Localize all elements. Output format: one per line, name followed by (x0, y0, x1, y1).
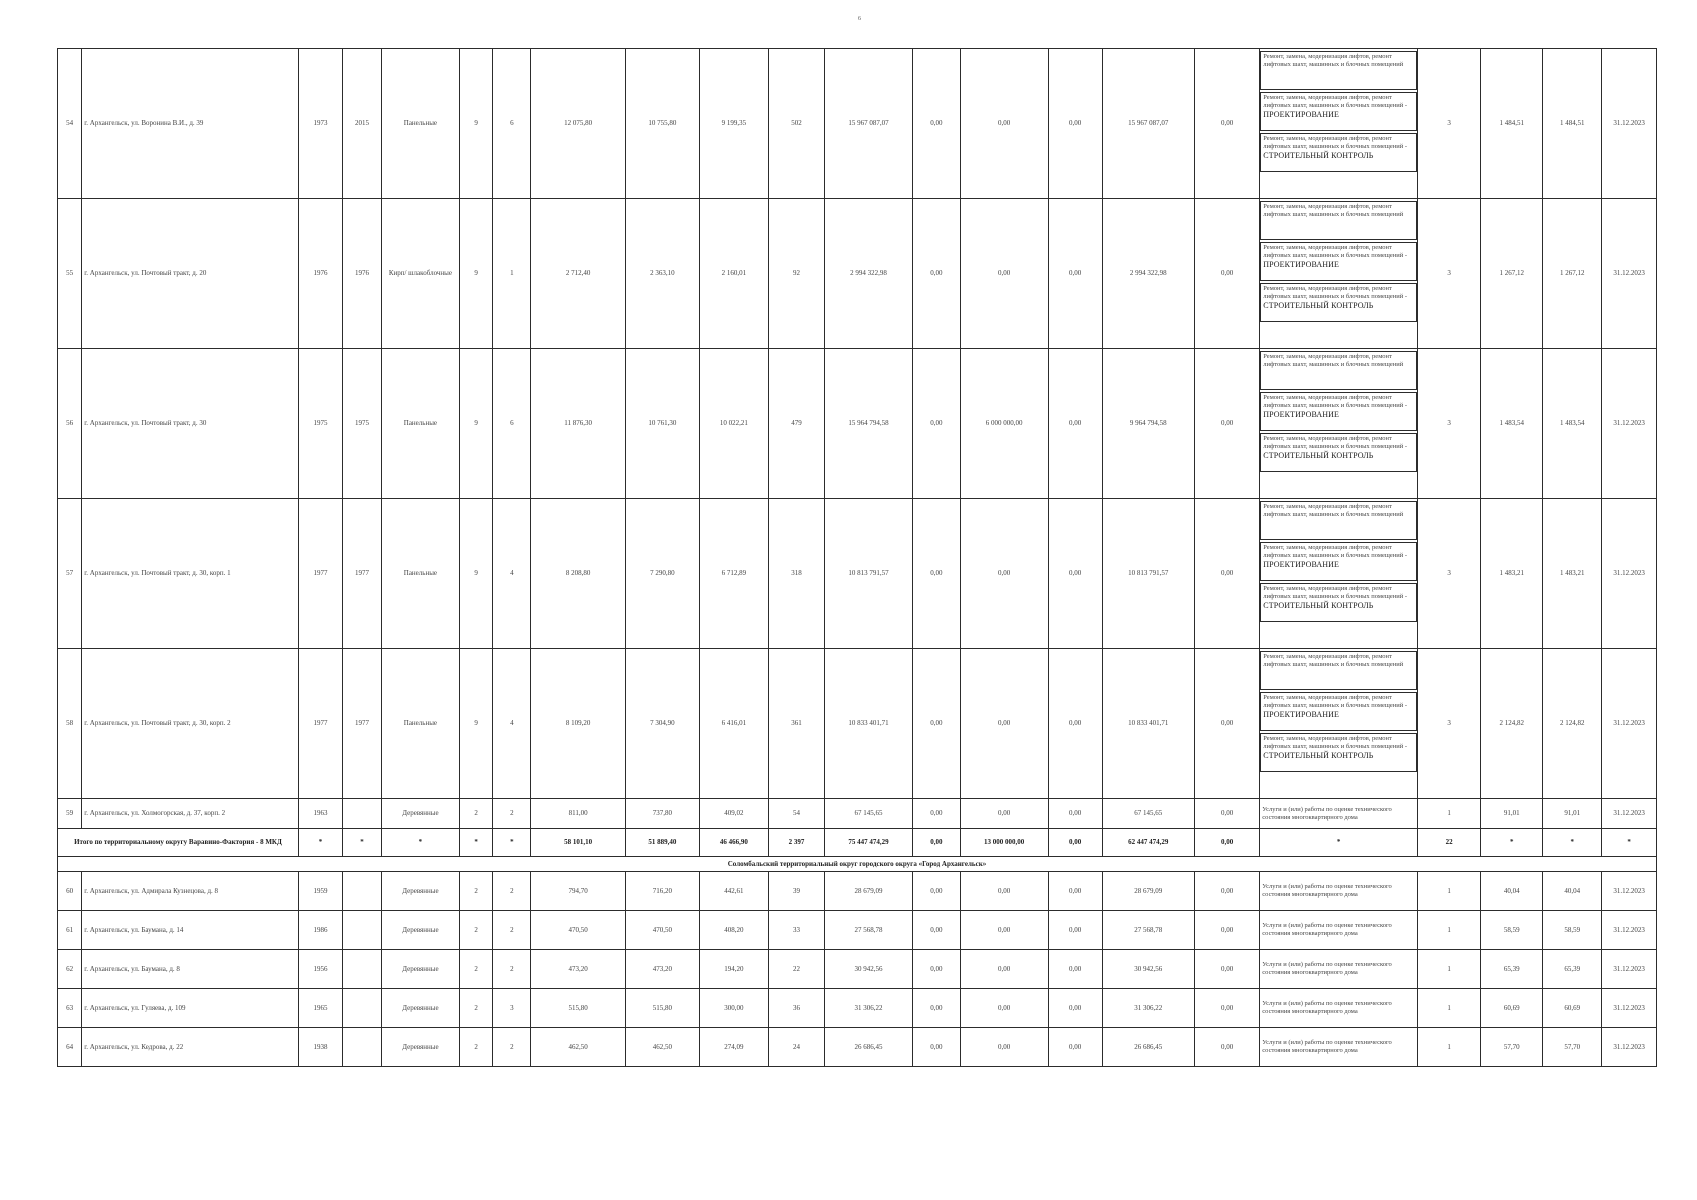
cost-total-cell: 31 306,22 (824, 989, 912, 1028)
residents-cell: 479 (769, 349, 825, 499)
total-row (58, 829, 1657, 857)
work-type-assessment: Услуги и (или) работы по оценке технического состояния многоквартирного дома (1260, 989, 1418, 1028)
max-cost-cell: 1 484,51 (1543, 49, 1602, 199)
deadline-cell: 31.12.2023 (1602, 1028, 1657, 1067)
address-cell: г. Архангельск, ул. Баумана, д. 8 (82, 950, 299, 989)
total-cost-owners: 62 447 474,29 (1102, 829, 1195, 857)
deadline-cell: 31.12.2023 (1602, 950, 1657, 989)
year-built-cell: 1977 (298, 649, 342, 799)
year-renovation-cell (343, 872, 382, 911)
cost-other-cell: 0,00 (1195, 799, 1260, 829)
row-number: 59 (58, 799, 82, 829)
area-total-cell: 8 109,20 (531, 649, 626, 799)
year-renovation-cell (343, 989, 382, 1028)
wall-material-cell: Деревянные (381, 989, 459, 1028)
unit-cost-cell: 91,01 (1481, 799, 1543, 829)
repair-program-table (57, 48, 1657, 1067)
deadline-cell: 31.12.2023 (1602, 349, 1657, 499)
area-total-cell: 12 075,80 (531, 49, 626, 199)
work-types-cell (1260, 199, 1418, 349)
work-count-cell: 3 (1418, 649, 1481, 799)
floors-cell: 9 (459, 199, 493, 349)
deadline-cell: 31.12.2023 (1602, 49, 1657, 199)
cost-total-cell: 27 568,78 (824, 911, 912, 950)
cost-other-cell: 0,00 (1195, 1028, 1260, 1067)
entrances-cell: 2 (493, 872, 531, 911)
cost-other-cell: 0,00 (1195, 199, 1260, 349)
area-residential-cell: 737,80 (626, 799, 700, 829)
cost-other-cell: 0,00 (1195, 49, 1260, 199)
work-type-control: Ремонт, замена, модернизация лифтов, ремонт лифтовых шахт, машинных и блочных помещений - СТРОИТЕЛЬНЫЙ КОНТРОЛЬ (1260, 133, 1417, 172)
address-cell: г. Архангельск, ул. Почтовый тракт, д. 30 (82, 349, 299, 499)
total-cost-fund: 0,00 (913, 829, 960, 857)
year-built-cell: 1965 (298, 989, 342, 1028)
cost-owners-cell: 31 306,22 (1102, 989, 1195, 1028)
cost-local-cell: 0,00 (1048, 872, 1102, 911)
area-owned-cell: 2 160,01 (699, 199, 768, 349)
area-total-cell: 515,80 (531, 989, 626, 1028)
total-area-owned: 46 466,90 (699, 829, 768, 857)
wall-material-cell: Панельные (381, 349, 459, 499)
work-type-design: Ремонт, замена, модернизация лифтов, ремонт лифтовых шахт, машинных и блочных помещений - ПРОЕКТИРОВАНИЕ (1260, 692, 1417, 731)
area-owned-cell: 409,02 (699, 799, 768, 829)
total-cost-other: 0,00 (1195, 829, 1260, 857)
cost-fund-cell: 0,00 (913, 950, 960, 989)
area-total-cell: 11 876,30 (531, 349, 626, 499)
work-type-repair: Ремонт, замена, модернизация лифтов, ремонт лифтовых шахт, машинных и блочных помещений (1260, 51, 1417, 90)
cost-fund-cell: 0,00 (913, 649, 960, 799)
area-owned-cell: 9 199,35 (699, 49, 768, 199)
wall-material-cell: Панельные (381, 649, 459, 799)
area-owned-cell: 10 022,21 (699, 349, 768, 499)
cost-total-cell: 30 942,56 (824, 950, 912, 989)
table-row (58, 649, 1657, 799)
cost-budget-cell: 0,00 (960, 989, 1048, 1028)
floors-cell: 9 (459, 499, 493, 649)
unit-cost-cell: 1 484,51 (1481, 49, 1543, 199)
table-body (58, 49, 1657, 1067)
work-type-assessment: Услуги и (или) работы по оценке технического состояния многоквартирного дома (1260, 799, 1418, 829)
entrances-cell: 2 (493, 1028, 531, 1067)
residents-cell: 92 (769, 199, 825, 349)
work-count-cell: 1 (1418, 1028, 1481, 1067)
entrances-cell: 2 (493, 950, 531, 989)
cost-total-cell: 15 964 794,58 (824, 349, 912, 499)
year-renovation-cell (343, 1028, 382, 1067)
cost-local-cell: 0,00 (1048, 199, 1102, 349)
total-star: * (343, 829, 382, 857)
address-cell: г. Архангельск, ул. Баумана, д. 14 (82, 911, 299, 950)
residents-cell: 54 (769, 799, 825, 829)
address-cell: г. Архангельск, ул. Адмирала Кузнецова, д. 8 (82, 872, 299, 911)
work-type-repair: Ремонт, замена, модернизация лифтов, ремонт лифтовых шахт, машинных и блочных помещений (1260, 351, 1417, 390)
wall-material-cell: Деревянные (381, 950, 459, 989)
residents-cell: 36 (769, 989, 825, 1028)
table-row (58, 199, 1657, 349)
entrances-cell: 4 (493, 499, 531, 649)
deadline-cell: 31.12.2023 (1602, 499, 1657, 649)
cost-budget-cell: 0,00 (960, 1028, 1048, 1067)
work-type-assessment: Услуги и (или) работы по оценке технического состояния многоквартирного дома (1260, 1028, 1418, 1067)
total-area-residential: 51 889,40 (626, 829, 700, 857)
floors-cell: 9 (459, 649, 493, 799)
floors-cell: 2 (459, 950, 493, 989)
address-cell: г. Архангельск, ул. Гуляева, д. 109 (82, 989, 299, 1028)
cost-total-cell: 67 145,65 (824, 799, 912, 829)
year-built-cell: 1975 (298, 349, 342, 499)
work-type-assessment: Услуги и (или) работы по оценке технического состояния многоквартирного дома (1260, 950, 1418, 989)
area-residential-cell: 7 290,80 (626, 499, 700, 649)
cost-local-cell: 0,00 (1048, 49, 1102, 199)
row-number: 60 (58, 872, 82, 911)
work-type-assessment: Услуги и (или) работы по оценке технического состояния многоквартирного дома (1260, 872, 1418, 911)
deadline-cell: 31.12.2023 (1602, 649, 1657, 799)
cost-total-cell: 26 686,45 (824, 1028, 912, 1067)
total-star: * (1543, 829, 1602, 857)
unit-cost-cell: 1 483,21 (1481, 499, 1543, 649)
row-number: 62 (58, 950, 82, 989)
cost-fund-cell: 0,00 (913, 499, 960, 649)
cost-owners-cell: 67 145,65 (1102, 799, 1195, 829)
cost-fund-cell: 0,00 (913, 49, 960, 199)
table-row (58, 911, 1657, 950)
cost-total-cell: 28 679,09 (824, 872, 912, 911)
cost-local-cell: 0,00 (1048, 1028, 1102, 1067)
residents-cell: 318 (769, 499, 825, 649)
work-type-repair: Ремонт, замена, модернизация лифтов, ремонт лифтовых шахт, машинных и блочных помещений (1260, 201, 1417, 240)
address-cell: г. Архангельск, ул. Кедрова, д. 22 (82, 1028, 299, 1067)
area-owned-cell: 408,20 (699, 911, 768, 950)
unit-cost-cell: 65,39 (1481, 950, 1543, 989)
work-count-cell: 1 (1418, 911, 1481, 950)
work-type-control: Ремонт, замена, модернизация лифтов, ремонт лифтовых шахт, машинных и блочных помещений - СТРОИТЕЛЬНЫЙ КОНТРОЛЬ (1260, 733, 1417, 772)
cost-total-cell: 15 967 087,07 (824, 49, 912, 199)
entrances-cell: 1 (493, 199, 531, 349)
total-star: * (1260, 829, 1418, 857)
section-title: Соломбальский территориальный округ городского округа «Город Архангельск» (58, 857, 1657, 872)
max-cost-cell: 58,59 (1543, 911, 1602, 950)
residents-cell: 22 (769, 950, 825, 989)
table-row (58, 950, 1657, 989)
table-row (58, 799, 1657, 829)
row-number: 57 (58, 499, 82, 649)
section-header-row (58, 857, 1657, 872)
cost-owners-cell: 10 813 791,57 (1102, 499, 1195, 649)
entrances-cell: 2 (493, 799, 531, 829)
area-total-cell: 811,00 (531, 799, 626, 829)
row-number: 55 (58, 199, 82, 349)
max-cost-cell: 1 483,21 (1543, 499, 1602, 649)
unit-cost-cell: 1 483,54 (1481, 349, 1543, 499)
page-number: 6 (858, 16, 861, 22)
total-star: * (381, 829, 459, 857)
work-types-cell (1260, 349, 1418, 499)
cost-owners-cell: 27 568,78 (1102, 911, 1195, 950)
cost-other-cell: 0,00 (1195, 872, 1260, 911)
area-residential-cell: 2 363,10 (626, 199, 700, 349)
work-count-cell: 3 (1418, 349, 1481, 499)
row-number: 58 (58, 649, 82, 799)
table-row (58, 872, 1657, 911)
address-cell: г. Архангельск, ул. Почтовый тракт, д. 30, корп. 2 (82, 649, 299, 799)
capital-repair-table (57, 48, 1657, 1067)
floors-cell: 9 (459, 349, 493, 499)
cost-owners-cell: 2 994 322,98 (1102, 199, 1195, 349)
table-row (58, 989, 1657, 1028)
total-star: * (1481, 829, 1543, 857)
work-count-cell: 1 (1418, 872, 1481, 911)
year-built-cell: 1977 (298, 499, 342, 649)
work-count-cell: 1 (1418, 989, 1481, 1028)
unit-cost-cell: 1 267,12 (1481, 199, 1543, 349)
total-area-total: 58 101,10 (531, 829, 626, 857)
work-count-cell: 3 (1418, 499, 1481, 649)
work-count-cell: 1 (1418, 799, 1481, 829)
cost-owners-cell: 28 679,09 (1102, 872, 1195, 911)
unit-cost-cell: 40,04 (1481, 872, 1543, 911)
wall-material-cell: Панельные (381, 499, 459, 649)
area-total-cell: 462,50 (531, 1028, 626, 1067)
work-count-cell: 1 (1418, 950, 1481, 989)
cost-fund-cell: 0,00 (913, 872, 960, 911)
cost-budget-cell: 0,00 (960, 911, 1048, 950)
year-renovation-cell (343, 911, 382, 950)
cost-other-cell: 0,00 (1195, 649, 1260, 799)
year-built-cell: 1986 (298, 911, 342, 950)
row-number: 63 (58, 989, 82, 1028)
year-renovation-cell: 1977 (343, 649, 382, 799)
area-residential-cell: 462,50 (626, 1028, 700, 1067)
area-owned-cell: 6 712,89 (699, 499, 768, 649)
residents-cell: 502 (769, 49, 825, 199)
cost-fund-cell: 0,00 (913, 911, 960, 950)
area-residential-cell: 716,20 (626, 872, 700, 911)
work-type-control: Ремонт, замена, модернизация лифтов, ремонт лифтовых шахт, машинных и блочных помещений - СТРОИТЕЛЬНЫЙ КОНТРОЛЬ (1260, 583, 1417, 622)
max-cost-cell: 2 124,82 (1543, 649, 1602, 799)
floors-cell: 9 (459, 49, 493, 199)
cost-local-cell: 0,00 (1048, 799, 1102, 829)
table-row (58, 1028, 1657, 1067)
deadline-cell: 31.12.2023 (1602, 989, 1657, 1028)
cost-local-cell: 0,00 (1048, 911, 1102, 950)
cost-budget-cell: 0,00 (960, 499, 1048, 649)
work-type-design: Ремонт, замена, модернизация лифтов, ремонт лифтовых шахт, машинных и блочных помещений - ПРОЕКТИРОВАНИЕ (1260, 242, 1417, 281)
row-number: 56 (58, 349, 82, 499)
total-cost-budget: 13 000 000,00 (960, 829, 1048, 857)
cost-local-cell: 0,00 (1048, 349, 1102, 499)
area-owned-cell: 442,61 (699, 872, 768, 911)
area-owned-cell: 194,20 (699, 950, 768, 989)
year-built-cell: 1963 (298, 799, 342, 829)
year-renovation-cell (343, 799, 382, 829)
cost-owners-cell: 26 686,45 (1102, 1028, 1195, 1067)
year-renovation-cell: 1976 (343, 199, 382, 349)
cost-budget-cell: 6 000 000,00 (960, 349, 1048, 499)
deadline-cell: 31.12.2023 (1602, 872, 1657, 911)
work-count-cell: 3 (1418, 199, 1481, 349)
year-built-cell: 1938 (298, 1028, 342, 1067)
cost-other-cell: 0,00 (1195, 989, 1260, 1028)
cost-budget-cell: 0,00 (960, 649, 1048, 799)
cost-budget-cell: 0,00 (960, 799, 1048, 829)
total-star: * (493, 829, 531, 857)
cost-fund-cell: 0,00 (913, 989, 960, 1028)
area-owned-cell: 300,00 (699, 989, 768, 1028)
unit-cost-cell: 2 124,82 (1481, 649, 1543, 799)
address-cell: г. Архангельск, ул. Воронина В.И., д. 39 (82, 49, 299, 199)
residents-cell: 33 (769, 911, 825, 950)
unit-cost-cell: 58,59 (1481, 911, 1543, 950)
work-type-control: Ремонт, замена, модернизация лифтов, ремонт лифтовых шахт, машинных и блочных помещений - СТРОИТЕЛЬНЫЙ КОНТРОЛЬ (1260, 283, 1417, 322)
floors-cell: 2 (459, 911, 493, 950)
table-row (58, 499, 1657, 649)
area-residential-cell: 473,20 (626, 950, 700, 989)
cost-fund-cell: 0,00 (913, 799, 960, 829)
work-type-design: Ремонт, замена, модернизация лифтов, ремонт лифтовых шахт, машинных и блочных помещений - ПРОЕКТИРОВАНИЕ (1260, 92, 1417, 131)
deadline-cell: 31.12.2023 (1602, 911, 1657, 950)
max-cost-cell: 57,70 (1543, 1028, 1602, 1067)
max-cost-cell: 40,04 (1543, 872, 1602, 911)
cost-other-cell: 0,00 (1195, 499, 1260, 649)
entrances-cell: 6 (493, 49, 531, 199)
entrances-cell: 2 (493, 911, 531, 950)
wall-material-cell: Деревянные (381, 1028, 459, 1067)
cost-other-cell: 0,00 (1195, 349, 1260, 499)
year-renovation-cell: 1977 (343, 499, 382, 649)
wall-material-cell: Кирп/ шлакоблочные (381, 199, 459, 349)
entrances-cell: 3 (493, 989, 531, 1028)
work-types-cell (1260, 499, 1418, 649)
wall-material-cell: Деревянные (381, 872, 459, 911)
cost-owners-cell: 10 833 401,71 (1102, 649, 1195, 799)
area-total-cell: 794,70 (531, 872, 626, 911)
cost-budget-cell: 0,00 (960, 950, 1048, 989)
wall-material-cell: Панельные (381, 49, 459, 199)
area-total-cell: 473,20 (531, 950, 626, 989)
unit-cost-cell: 57,70 (1481, 1028, 1543, 1067)
cost-fund-cell: 0,00 (913, 1028, 960, 1067)
cost-total-cell: 2 994 322,98 (824, 199, 912, 349)
year-renovation-cell (343, 950, 382, 989)
deadline-cell: 31.12.2023 (1602, 199, 1657, 349)
work-type-assessment: Услуги и (или) работы по оценке технического состояния многоквартирного дома (1260, 911, 1418, 950)
floors-cell: 2 (459, 989, 493, 1028)
work-types-cell (1260, 49, 1418, 199)
area-residential-cell: 470,50 (626, 911, 700, 950)
residents-cell: 361 (769, 649, 825, 799)
cost-fund-cell: 0,00 (913, 199, 960, 349)
floors-cell: 2 (459, 872, 493, 911)
area-residential-cell: 10 755,80 (626, 49, 700, 199)
area-total-cell: 470,50 (531, 911, 626, 950)
work-type-design: Ремонт, замена, модернизация лифтов, ремонт лифтовых шахт, машинных и блочных помещений - ПРОЕКТИРОВАНИЕ (1260, 542, 1417, 581)
total-residents: 2 397 (769, 829, 825, 857)
cost-local-cell: 0,00 (1048, 499, 1102, 649)
wall-material-cell: Деревянные (381, 799, 459, 829)
year-renovation-cell: 2015 (343, 49, 382, 199)
area-total-cell: 2 712,40 (531, 199, 626, 349)
total-work-count: 22 (1418, 829, 1481, 857)
entrances-cell: 6 (493, 349, 531, 499)
cost-local-cell: 0,00 (1048, 989, 1102, 1028)
address-cell: г. Архангельск, ул. Холмогорская, д. 37, корп. 2 (82, 799, 299, 829)
work-type-repair: Ремонт, замена, модернизация лифтов, ремонт лифтовых шахт, машинных и блочных помещений (1260, 501, 1417, 540)
cost-total-cell: 10 833 401,71 (824, 649, 912, 799)
work-type-design: Ремонт, замена, модернизация лифтов, ремонт лифтовых шахт, машинных и блочных помещений - ПРОЕКТИРОВАНИЕ (1260, 392, 1417, 431)
residents-cell: 39 (769, 872, 825, 911)
year-built-cell: 1973 (298, 49, 342, 199)
floors-cell: 2 (459, 799, 493, 829)
year-built-cell: 1956 (298, 950, 342, 989)
cost-budget-cell: 0,00 (960, 199, 1048, 349)
table-row (58, 49, 1657, 199)
year-renovation-cell: 1975 (343, 349, 382, 499)
total-label: Итого по территориальному округу Варавино-Фактория - 8 МКД (58, 829, 299, 857)
address-cell: г. Архангельск, ул. Почтовый тракт, д. 20 (82, 199, 299, 349)
max-cost-cell: 1 483,54 (1543, 349, 1602, 499)
max-cost-cell: 60,69 (1543, 989, 1602, 1028)
work-type-repair: Ремонт, замена, модернизация лифтов, ремонт лифтовых шахт, машинных и блочных помещений (1260, 651, 1417, 690)
cost-budget-cell: 0,00 (960, 49, 1048, 199)
cost-local-cell: 0,00 (1048, 649, 1102, 799)
area-residential-cell: 10 761,30 (626, 349, 700, 499)
total-cost-local: 0,00 (1048, 829, 1102, 857)
max-cost-cell: 1 267,12 (1543, 199, 1602, 349)
cost-other-cell: 0,00 (1195, 911, 1260, 950)
cost-budget-cell: 0,00 (960, 872, 1048, 911)
total-star: * (298, 829, 342, 857)
work-types-cell (1260, 649, 1418, 799)
entrances-cell: 4 (493, 649, 531, 799)
cost-other-cell: 0,00 (1195, 950, 1260, 989)
cost-owners-cell: 15 967 087,07 (1102, 49, 1195, 199)
area-owned-cell: 6 416,01 (699, 649, 768, 799)
max-cost-cell: 91,01 (1543, 799, 1602, 829)
deadline-cell: 31.12.2023 (1602, 799, 1657, 829)
residents-cell: 24 (769, 1028, 825, 1067)
row-number: 61 (58, 911, 82, 950)
total-star: * (459, 829, 493, 857)
wall-material-cell: Деревянные (381, 911, 459, 950)
row-number: 64 (58, 1028, 82, 1067)
cost-owners-cell: 30 942,56 (1102, 950, 1195, 989)
unit-cost-cell: 60,69 (1481, 989, 1543, 1028)
cost-owners-cell: 9 964 794,58 (1102, 349, 1195, 499)
row-number: 54 (58, 49, 82, 199)
work-type-control: Ремонт, замена, модернизация лифтов, ремонт лифтовых шахт, машинных и блочных помещений - СТРОИТЕЛЬНЫЙ КОНТРОЛЬ (1260, 433, 1417, 472)
cost-total-cell: 10 813 791,57 (824, 499, 912, 649)
area-residential-cell: 515,80 (626, 989, 700, 1028)
total-star: * (1602, 829, 1657, 857)
area-owned-cell: 274,09 (699, 1028, 768, 1067)
year-built-cell: 1976 (298, 199, 342, 349)
year-built-cell: 1959 (298, 872, 342, 911)
cost-fund-cell: 0,00 (913, 349, 960, 499)
floors-cell: 2 (459, 1028, 493, 1067)
address-cell: г. Архангельск, ул. Почтовый тракт, д. 30, корп. 1 (82, 499, 299, 649)
max-cost-cell: 65,39 (1543, 950, 1602, 989)
total-cost-total: 75 447 474,29 (824, 829, 912, 857)
area-residential-cell: 7 304,90 (626, 649, 700, 799)
area-total-cell: 8 208,80 (531, 499, 626, 649)
work-count-cell: 3 (1418, 49, 1481, 199)
table-row (58, 349, 1657, 499)
cost-local-cell: 0,00 (1048, 950, 1102, 989)
